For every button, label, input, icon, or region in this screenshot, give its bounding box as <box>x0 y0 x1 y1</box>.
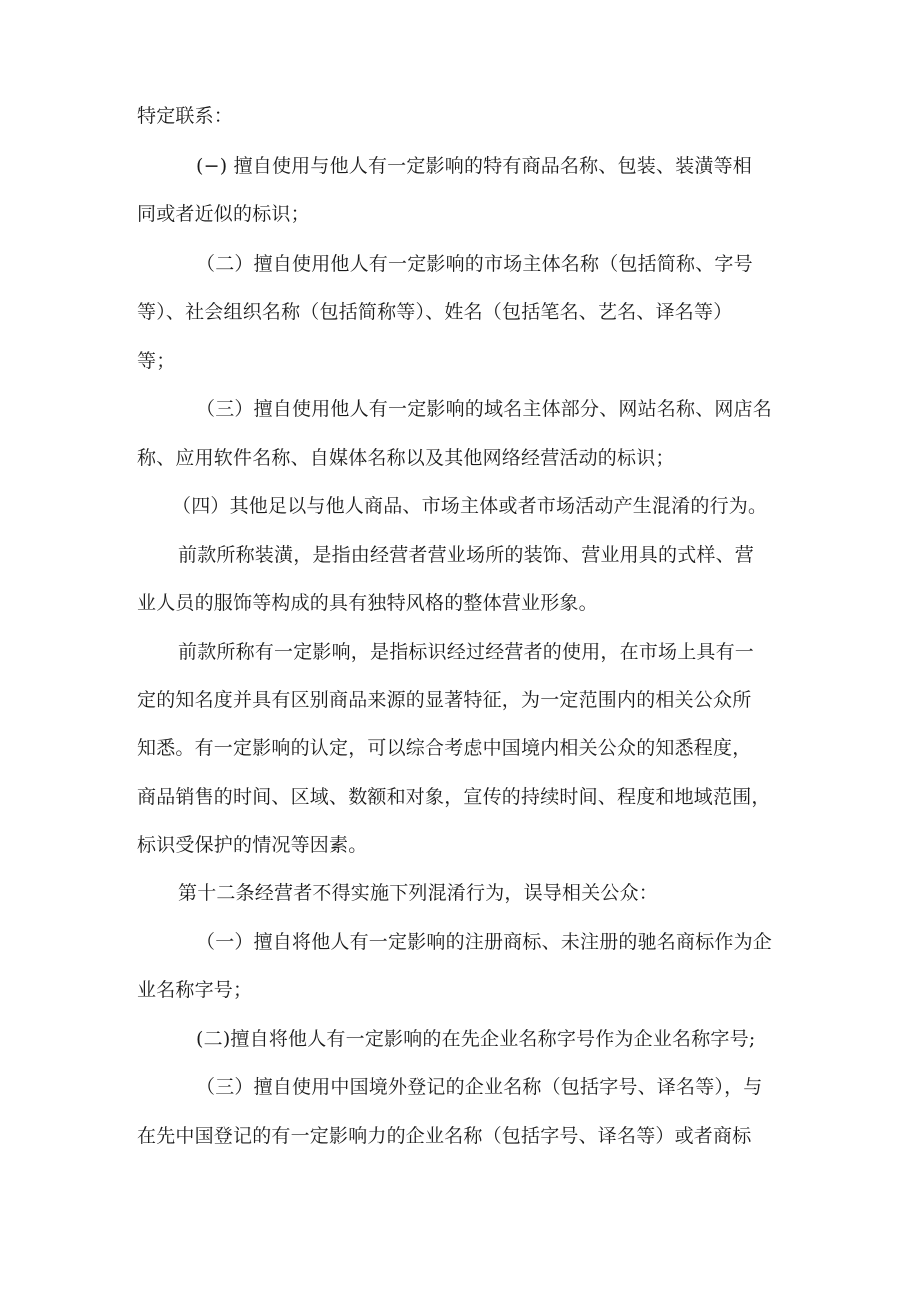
text-line: （四）其他足以与他人商品、市场主体或者市场活动产生混淆的行为。 <box>172 495 768 517</box>
text-line: 等）、社会组织名称（包括简称等）、姓名（包括笔名、艺名、译名等） <box>137 301 733 323</box>
text-line: 商品销售的时间、区域、数额和对象，宣传的持续时间、程度和地域范围， <box>137 786 771 808</box>
text-line: （二）擅自使用他人有一定影响的市场主体名称（包括简称、字号 <box>196 253 753 275</box>
text-line: 称、应用软件名称、自媒体名称以及其他网络经营活动的标识； <box>137 447 675 469</box>
text-line: 业名称字号； <box>137 979 253 1001</box>
text-line: 同或者近似的标识； <box>137 203 310 225</box>
text-line: 知悉。有一定影响的认定，可以综合考虑中国境内相关公众的知悉程度， <box>137 737 752 759</box>
text-line: （三）擅自使用中国境外登记的企业名称（包括字号、译名等），与 <box>196 1076 763 1098</box>
text-line: 前款所称装潢，是指由经营者营业场所的装饰、营业用具的式样、营 <box>178 544 755 566</box>
text-line: （三）擅自使用他人有一定影响的域名主体部分、网站名称、网店名 <box>196 398 773 420</box>
text-line: 定的知名度并具有区别商品来源的显著特征，为一定范围内的相关公众所 <box>137 689 752 711</box>
text-line: 前款所称有一定影响，是指标识经过经营者的使用，在市场上具有一 <box>178 641 755 663</box>
text-line: (二)擅自将他人有一定影响的在先企业名称字号作为企业名称字号; <box>196 1028 756 1050</box>
text-line: (−) 擅自使用与他人有一定影响的特有商品名称、包装、装潢等相 <box>196 155 752 177</box>
text-line: 业人员的服饰等构成的具有独特风格的整体营业形象。 <box>137 592 598 614</box>
text-line: （一）擅自将他人有一定影响的注册商标、未注册的驰名商标作为企 <box>196 931 773 953</box>
text-line: 标识受保护的情况等因素。 <box>137 834 368 856</box>
text-line: 等； <box>137 350 176 372</box>
text-line: 在先中国登记的有一定影响力的企业名称（包括字号、译名等）或者商标 <box>137 1125 752 1147</box>
text-line: 第十二条经营者不得实施下列混淆行为，误导相关公众： <box>178 882 659 904</box>
text-line: 特定联系： <box>137 105 234 127</box>
